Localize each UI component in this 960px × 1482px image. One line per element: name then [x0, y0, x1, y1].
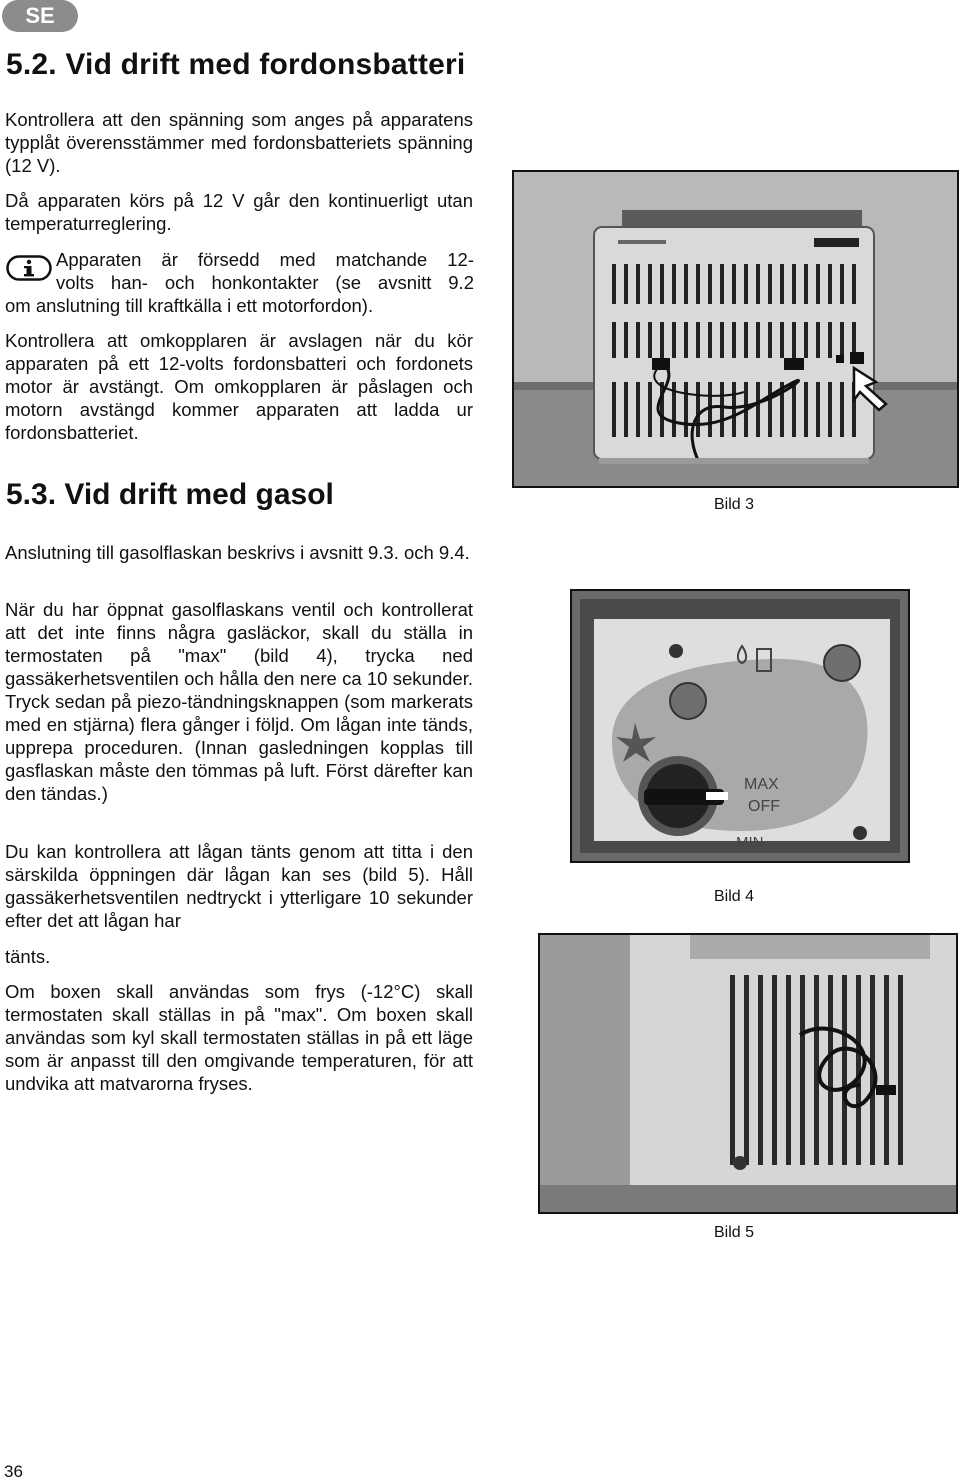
paragraph-switch-warning: Kontrollera att omkopplaren är avslagen när du kör apparaten på ett 12-volts fordonsbatteri och fordonets motor är avstängt. Om omkopplaren är påslagen och motorn avstängd kommer apparaten att ladda ur fordonsbatteriet. [5, 330, 473, 443]
cooler-side-image [540, 935, 956, 1212]
figure-3-photo [512, 170, 959, 488]
info-note-line: volts han- och honkontakter (se avsnitt 9.2 [56, 272, 474, 293]
info-note-line: om anslutning till kraftkälla i ett motorfordon). [5, 295, 374, 316]
cooler-back-image [514, 172, 957, 486]
paragraph-continuous-run: Då apparaten körs på 12 V går den kontinuerligt utan temperaturreglering. [5, 190, 473, 234]
off-label: OFF [748, 798, 780, 815]
section-heading-5-3: 5.3. Vid drift med gasol [6, 478, 334, 511]
info-icon [6, 255, 52, 281]
section-heading-5-2: 5.2. Vid drift med fordonsbatteri [6, 48, 466, 81]
figure-3-caption: Bild 3 [713, 496, 755, 513]
language-badge: SE [2, 0, 78, 32]
info-note-line: Apparaten är försedd med matchande 12- [56, 249, 474, 270]
min-label: MIN [736, 834, 764, 851]
paragraph-gas-connection: Anslutning till gasolflaskan beskrivs i avsnitt 9.3. och 9.4. [5, 542, 470, 563]
page-number: 36 [4, 1462, 23, 1481]
paragraph-freezer-mode: Om boxen skall användas som frys (-12°C) skall termostaten skall ställas in på "max". Om boxen skall användas som kyl skall termostaten ställas in på ett läge som är anpasst till den omgivande temperaturen, för att undvika att matvarorna fryses. [5, 981, 473, 1094]
paragraph-gas-ignition: När du har öppnat gasolflaskans ventil och kontrollerat att det inte finns några gasläckor, skall du ställa in termostaten på "max" (bild 4), trycka ned gassäkerhetsventilen och hålla den nere ca 10 sekunder. Tryck sedan på piezo-tändningsknappen (som markerats med en stjärna) flera gånger i följd. Om lågan inte tänds, upprepa proceduren. (Innan gasledningen kopplas till gasflaskan måste den tömmas på luft. Först därefter kan den tändas.) [5, 599, 473, 804]
figure-5-caption: Bild 5 [713, 1224, 755, 1241]
max-label: MAX [744, 776, 779, 793]
paragraph-flame-check-end: tänts. [5, 946, 51, 967]
figure-4-caption: Bild 4 [713, 888, 755, 905]
figure-4-photo [570, 589, 910, 863]
paragraph-flame-check: Du kan kontrollera att lågan tänts genom att titta i den särskilda öppningen där lågan kan ses (bild 5). Håll gassäkerhetsventilen nedtryckt i ytterligare 10 sekunder efter det att lågan har [5, 841, 473, 931]
control-panel-image [572, 591, 908, 861]
figure-5-photo [538, 933, 958, 1214]
paragraph-voltage-check: Kontrollera att den spänning som anges på apparatens typplåt överensstämmer med fordonsbatteriets spänning (12 V). [5, 109, 473, 176]
